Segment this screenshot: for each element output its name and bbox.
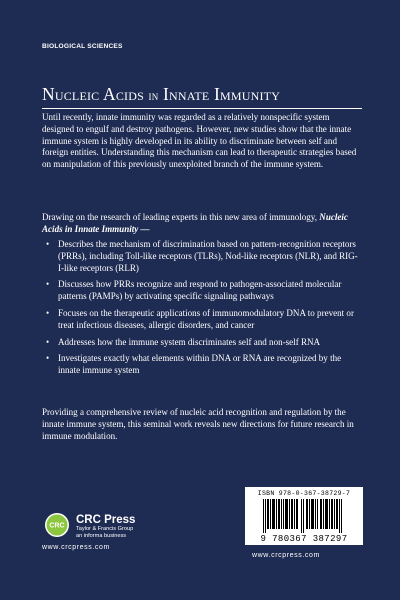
bullet-icon: • (46, 307, 50, 318)
publisher-name: CRC Press (76, 514, 136, 526)
list-item-text: Describes the mechanism of discrimination based on pattern-recognition receptors (PRRs), including Toll-like receptors (TLRs), Nod-like receptors (NLR), and RIG-I-like receptors (RLR) (58, 239, 358, 273)
closing-paragraph: Providing a comprehensive review of nucleic acid recognition and regulation by the innate immune system, this seminal work reveals new directions for future research in immune modulation. (42, 407, 354, 441)
list-item-text: Discusses how PRRs recognize and respond to pathogen-associated molecular patterns (PAMPs) by activating specific signaling pathways (58, 279, 342, 302)
list-item (42, 279, 360, 303)
crc-logo-icon (44, 512, 70, 538)
barcode-icon (263, 499, 345, 533)
list-item (42, 353, 360, 377)
title-part-3: Innate Immunity (163, 84, 281, 104)
barcode-box (245, 487, 363, 545)
drawing-paragraph (42, 212, 360, 236)
bullet-icon: • (46, 353, 50, 364)
logo-text: CRC (49, 522, 65, 530)
bullet-icon: • (46, 239, 50, 249)
barcode-url: www.crcpress.com (252, 552, 320, 559)
list-item-text: Investigates exactly what elements within DNA or RNA are recognized by the innate immune system (58, 353, 342, 376)
category-label: BIOLOGICAL SCIENCES (42, 43, 123, 50)
isbn-text: ISBN 978-0-367-38729-7 (257, 490, 351, 497)
drawing-lead: Drawing on the research of leading experts in this new area of immunology, (42, 212, 318, 222)
list-item-text: Addresses how the immune system discriminates self and non-self RNA (58, 336, 321, 347)
publisher-block (76, 514, 135, 540)
publisher-group: Taylor & Francis Group (76, 526, 134, 532)
book-title (42, 84, 362, 109)
publisher-sub: an informa business (76, 533, 127, 539)
intro-paragraph: Until recently, innate immunity was regarded as a relatively nonspecific system designed to engulf and destroy pathogens. However, new studies show that the innate immune system is highly developed in its ability to discriminate between self and foreign entities. Understanding this mechanism can lead to therapeutic strategies based on manipulation of this previously unexploited branch of the immune system. (42, 112, 357, 170)
list-item (42, 239, 360, 274)
feature-list (42, 239, 360, 382)
bullet-icon: • (46, 336, 50, 347)
title-part-1: Nucleic Acids (42, 84, 144, 104)
publisher-url: www.crcpress.com (42, 544, 110, 551)
title-part-2: in (148, 88, 159, 103)
list-item (42, 308, 360, 332)
list-item-text: Focuses on the therapeutic applications of immunomodulatory DNA to prevent or treat infectious diseases, allergic disorders, and cancer (58, 307, 354, 330)
drawing-book-title: Nucleic Acids in Innate Immunity — (42, 212, 348, 234)
ean-text: 9 780367 387297 (260, 534, 348, 544)
bullet-icon: • (46, 279, 50, 290)
list-item (42, 337, 360, 349)
